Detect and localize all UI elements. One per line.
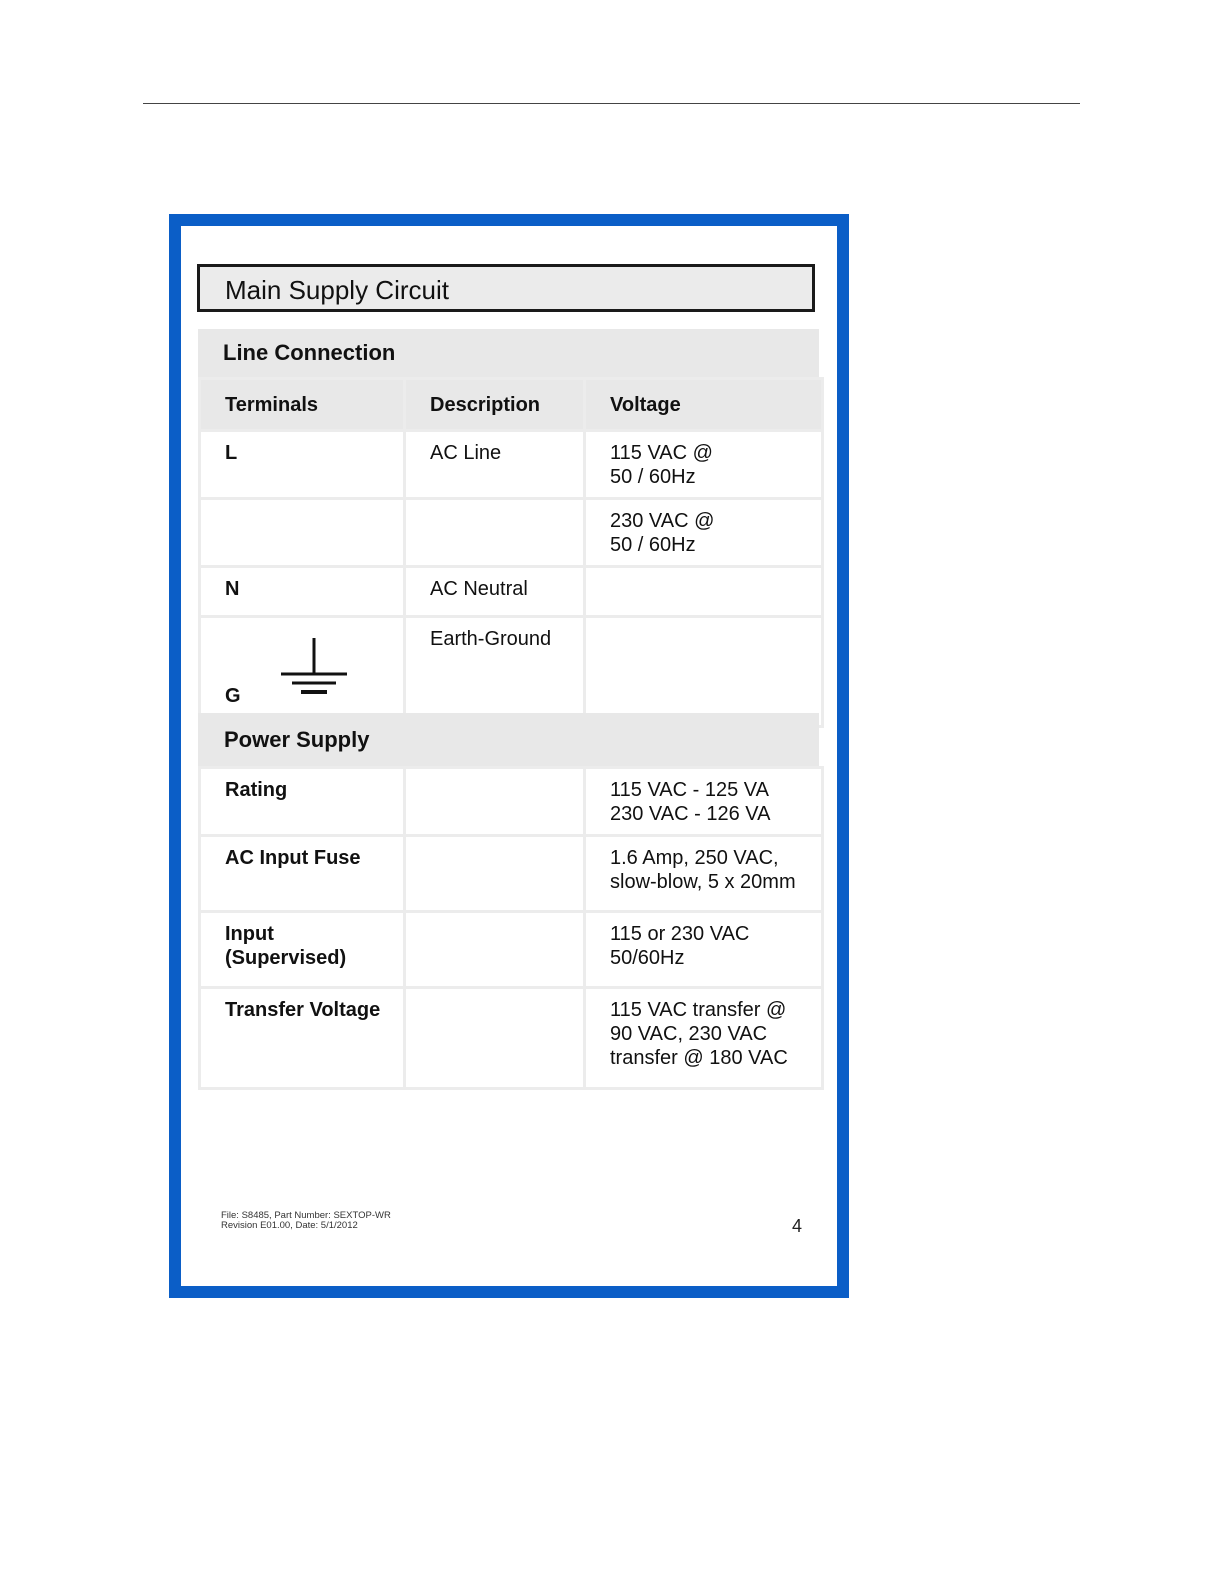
row-label: Rating	[225, 779, 288, 801]
table-row	[200, 431, 823, 499]
row-value: 115 VAC - 125 VA 230 VAC - 126 VA	[610, 779, 771, 825]
table-row	[200, 768, 823, 836]
line-connection-table	[198, 377, 824, 728]
description-label	[406, 500, 583, 509]
footer-file-info	[221, 1211, 391, 1231]
terminal-label: G	[225, 685, 241, 707]
footer-file-line: File: S8485, Part Number: SEXTOP-WR	[221, 1210, 391, 1221]
earth-ground-icon	[279, 636, 349, 700]
table-row	[200, 617, 823, 727]
header-rule	[143, 103, 1080, 104]
line-connection-heading: Line Connection	[198, 329, 819, 377]
table-header-row	[200, 379, 823, 431]
table-row	[200, 988, 823, 1089]
power-supply-table	[198, 766, 824, 1090]
footer-revision-line: Revision E01.00, Date: 5/1/2012	[221, 1220, 358, 1231]
table-row	[200, 567, 823, 617]
description-label: AC Line	[430, 442, 502, 464]
row-label: Input (Supervised)	[225, 923, 347, 969]
power-supply-heading: Power Supply	[198, 713, 819, 766]
card-title: Main Supply Circuit	[197, 264, 815, 312]
row-value: 115 VAC transfer @ 90 VAC, 230 VAC transfer @ 180 VAC	[610, 999, 788, 1069]
table-row	[200, 912, 823, 988]
voltage-value: 230 VAC @ 50 / 60Hz	[610, 510, 715, 556]
row-label: Transfer Voltage	[225, 999, 381, 1021]
column-header: Description	[405, 379, 585, 431]
voltage-value: 115 VAC @ 50 / 60Hz	[610, 442, 713, 488]
row-value: 1.6 Amp, 250 VAC, slow-blow, 5 x 20mm	[610, 847, 796, 893]
description-label: AC Neutral	[430, 578, 528, 600]
main-supply-card	[169, 214, 849, 1298]
voltage-value	[586, 618, 821, 627]
voltage-value	[586, 568, 821, 577]
page-number: 4	[792, 1216, 803, 1236]
table-row	[200, 836, 823, 912]
terminal-label: N	[225, 578, 240, 600]
terminal-label: L	[225, 442, 238, 464]
terminal-label	[201, 500, 403, 509]
table-row	[200, 499, 823, 567]
column-header: Terminals	[200, 379, 405, 431]
row-value: 115 or 230 VAC 50/60Hz	[610, 923, 750, 969]
column-header: Voltage	[585, 379, 823, 431]
row-label: AC Input Fuse	[225, 847, 361, 869]
description-label: Earth-Ground	[430, 628, 552, 650]
